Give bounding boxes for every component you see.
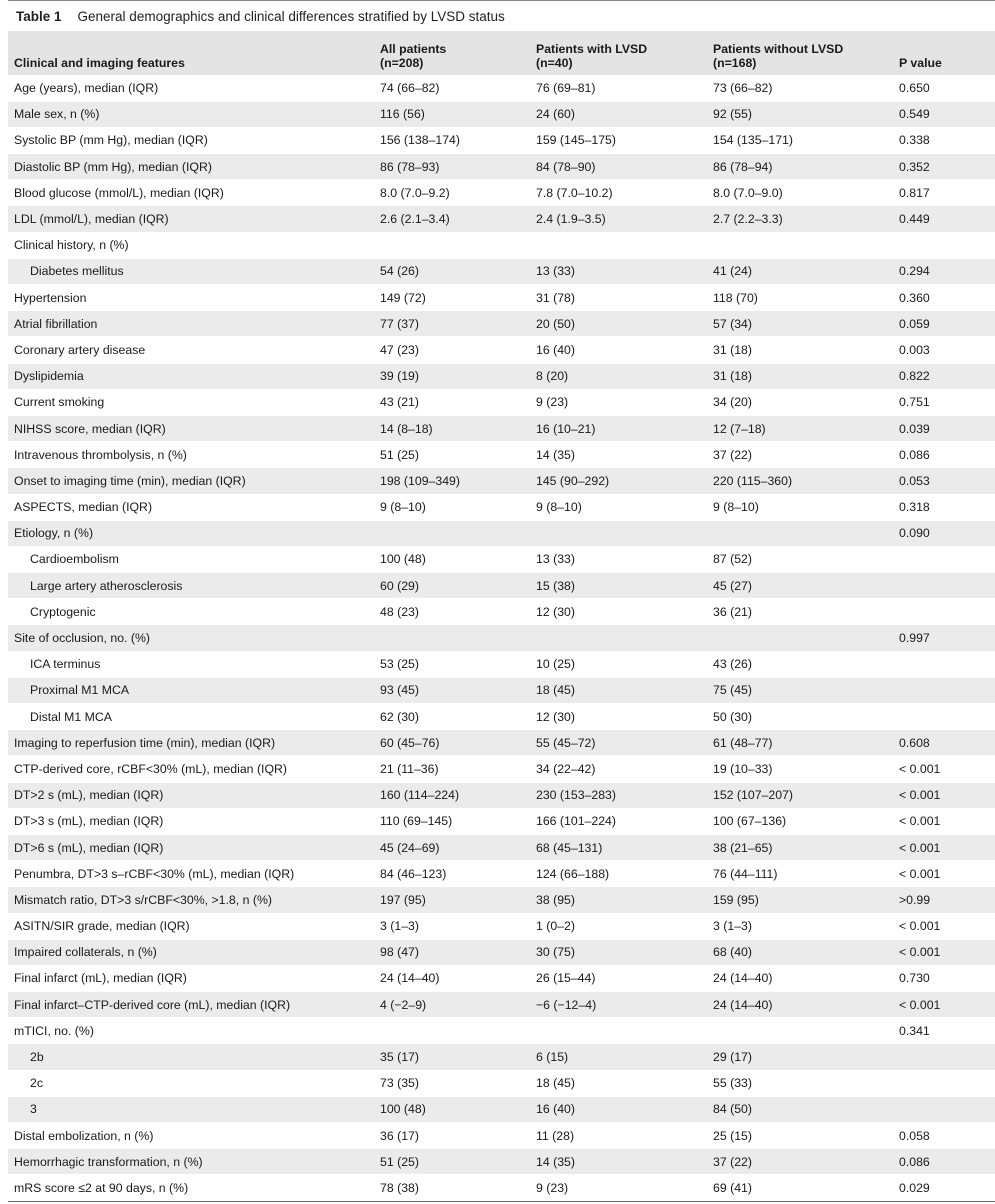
table-cell: 18 (45) <box>530 677 707 703</box>
table-cell <box>374 520 530 546</box>
row-label: Distal embolization, n (%) <box>8 1123 374 1149</box>
table-cell: 0.090 <box>893 520 995 546</box>
table-row <box>8 913 995 939</box>
table-body <box>8 75 995 1201</box>
row-label: Hemorrhagic transformation, n (%) <box>8 1149 374 1175</box>
table-cell: 34 (20) <box>707 389 893 415</box>
table-cell: 24 (14–40) <box>374 965 530 991</box>
table-cell: 73 (35) <box>374 1070 530 1096</box>
table-cell: 0.341 <box>893 1018 995 1044</box>
table-cell: 9 (23) <box>530 1175 707 1201</box>
row-label: Cryptogenic <box>8 599 374 625</box>
table-cell <box>707 520 893 546</box>
table-cell: 110 (69–145) <box>374 808 530 834</box>
table-cell: 84 (50) <box>707 1096 893 1122</box>
table-cell <box>893 1044 995 1070</box>
table-cell: 19 (10–33) <box>707 756 893 782</box>
table-cell: 220 (115–360) <box>707 468 893 494</box>
row-label: Coronary artery disease <box>8 337 374 363</box>
table-cell: 166 (101–224) <box>530 808 707 834</box>
row-label: mTICI, no. (%) <box>8 1018 374 1044</box>
table-cell: 24 (14–40) <box>707 992 893 1018</box>
table-cell: 39 (19) <box>374 363 530 389</box>
table-cell: 31 (18) <box>707 337 893 363</box>
table-cell: 61 (48–77) <box>707 730 893 756</box>
table-cell: 0.294 <box>893 258 995 284</box>
table-cell: 16 (40) <box>530 337 707 363</box>
table-cell: 92 (55) <box>707 101 893 127</box>
table-row <box>8 599 995 625</box>
row-label: Penumbra, DT>3 s–rCBF<30% (mL), median (IQR) <box>8 861 374 887</box>
row-label: Onset to imaging time (min), median (IQR) <box>8 468 374 494</box>
row-label: Imaging to reperfusion time (min), median (IQR) <box>8 730 374 756</box>
table-row <box>8 101 995 127</box>
column-header-line: (n=40) <box>536 56 573 70</box>
table-cell: 34 (22–42) <box>530 756 707 782</box>
table-cell: 48 (23) <box>374 599 530 625</box>
row-label: Etiology, n (%) <box>8 520 374 546</box>
table-row <box>8 834 995 860</box>
table-row <box>8 311 995 337</box>
row-label: Current smoking <box>8 389 374 415</box>
table-cell: 18 (45) <box>530 1070 707 1096</box>
table-cell <box>530 232 707 258</box>
table-cell: 68 (40) <box>707 939 893 965</box>
table-cell: 84 (78–90) <box>530 154 707 180</box>
table-row <box>8 625 995 651</box>
table-row <box>8 258 995 284</box>
row-label: CTP-derived core, rCBF<30% (mL), median (IQR) <box>8 756 374 782</box>
row-label: 2b <box>8 1044 374 1070</box>
table-cell: 45 (24–69) <box>374 834 530 860</box>
table-cell <box>893 232 995 258</box>
table-cell: 0.039 <box>893 415 995 441</box>
column-header <box>374 31 530 75</box>
table-cell: 14 (35) <box>530 1149 707 1175</box>
table-cell: 152 (107–207) <box>707 782 893 808</box>
table-row <box>8 573 995 599</box>
table-cell: 16 (40) <box>530 1096 707 1122</box>
column-header-line: All patients <box>380 42 447 56</box>
table-cell: 77 (37) <box>374 311 530 337</box>
table-row <box>8 520 995 546</box>
table-row <box>8 389 995 415</box>
table-cell <box>707 625 893 651</box>
table-cell: 12 (30) <box>530 704 707 730</box>
table-cell: 54 (26) <box>374 258 530 284</box>
table-cell: < 0.001 <box>893 992 995 1018</box>
table-cell: 0.338 <box>893 127 995 153</box>
table-cell <box>893 651 995 677</box>
table-cell: 197 (95) <box>374 887 530 913</box>
table-cell: 36 (21) <box>707 599 893 625</box>
row-label: 2c <box>8 1070 374 1096</box>
table-cell: 9 (8–10) <box>374 494 530 520</box>
table-cell: 68 (45–131) <box>530 834 707 860</box>
table-row <box>8 415 995 441</box>
table-cell: 29 (17) <box>707 1044 893 1070</box>
table-cell: 159 (95) <box>707 887 893 913</box>
table-cell <box>893 573 995 599</box>
table-cell: 93 (45) <box>374 677 530 703</box>
row-label: Age (years), median (IQR) <box>8 75 374 101</box>
table-row <box>8 1070 995 1096</box>
table-cell: 149 (72) <box>374 285 530 311</box>
row-label: NIHSS score, median (IQR) <box>8 415 374 441</box>
row-label: mRS score ≤2 at 90 days, n (%) <box>8 1175 374 1201</box>
table-cell: 4 (−2–9) <box>374 992 530 1018</box>
table-cell: < 0.001 <box>893 861 995 887</box>
table-cell <box>374 625 530 651</box>
table-cell: 43 (26) <box>707 651 893 677</box>
table-cell: 47 (23) <box>374 337 530 363</box>
table-cell: 57 (34) <box>707 311 893 337</box>
row-label: ICA terminus <box>8 651 374 677</box>
table-cell: 12 (7–18) <box>707 415 893 441</box>
table-cell: 24 (60) <box>530 101 707 127</box>
table-row <box>8 180 995 206</box>
table-cell: 0.449 <box>893 206 995 232</box>
table-row <box>8 677 995 703</box>
row-label: Diastolic BP (mm Hg), median (IQR) <box>8 154 374 180</box>
table-cell: 0.086 <box>893 1149 995 1175</box>
table-cell: 2.6 (2.1–3.4) <box>374 206 530 232</box>
table-row <box>8 546 995 572</box>
table-cell: 116 (56) <box>374 101 530 127</box>
table-cell: 20 (50) <box>530 311 707 337</box>
table-row <box>8 704 995 730</box>
table-cell: 55 (45–72) <box>530 730 707 756</box>
table-cell: 31 (78) <box>530 285 707 311</box>
row-label: Systolic BP (mm Hg), median (IQR) <box>8 127 374 153</box>
column-header-line: Clinical and imaging features <box>14 56 185 70</box>
table-row <box>8 468 995 494</box>
table-cell: 51 (25) <box>374 1149 530 1175</box>
column-header-line: (n=168) <box>713 56 757 70</box>
table-row <box>8 154 995 180</box>
table-cell: 156 (138–174) <box>374 127 530 153</box>
table-cell: 0.997 <box>893 625 995 651</box>
table-cell: 73 (66–82) <box>707 75 893 101</box>
table-cell <box>707 1018 893 1044</box>
table-cell: 118 (70) <box>707 285 893 311</box>
table-cell: 21 (11–36) <box>374 756 530 782</box>
table-cell: 0.086 <box>893 442 995 468</box>
table-cell: 74 (66–82) <box>374 75 530 101</box>
table-cell: 2.4 (1.9–3.5) <box>530 206 707 232</box>
table-cell: 0.817 <box>893 180 995 206</box>
table-cell: 30 (75) <box>530 939 707 965</box>
table-row <box>8 337 995 363</box>
table-cell: 0.058 <box>893 1123 995 1149</box>
row-label: ASPECTS, median (IQR) <box>8 494 374 520</box>
table-row <box>8 206 995 232</box>
table-cell: < 0.001 <box>893 756 995 782</box>
table-row <box>8 442 995 468</box>
table-row <box>8 965 995 991</box>
table-cell: 8.0 (7.0–9.0) <box>707 180 893 206</box>
table-row <box>8 494 995 520</box>
table-header-row <box>8 31 995 75</box>
table-row <box>8 756 995 782</box>
table-row <box>8 861 995 887</box>
table-cell: 84 (46–123) <box>374 861 530 887</box>
table-cell: 24 (14–40) <box>707 965 893 991</box>
table-cell <box>893 704 995 730</box>
table-cell: 76 (44–111) <box>707 861 893 887</box>
table-row <box>8 1096 995 1122</box>
table-cell: 10 (25) <box>530 651 707 677</box>
table-cell <box>530 520 707 546</box>
table-cell: 3 (1–3) <box>707 913 893 939</box>
table-cell: 0.318 <box>893 494 995 520</box>
row-label: Cardioembolism <box>8 546 374 572</box>
table-row <box>8 1044 995 1070</box>
row-label: Distal M1 MCA <box>8 704 374 730</box>
column-header <box>530 31 707 75</box>
table-cell: 16 (10–21) <box>530 415 707 441</box>
table-cell: 0.053 <box>893 468 995 494</box>
table-row <box>8 232 995 258</box>
table-cell: 50 (30) <box>707 704 893 730</box>
table-cell <box>893 546 995 572</box>
table-cell: 154 (135–171) <box>707 127 893 153</box>
table-cell: 25 (15) <box>707 1123 893 1149</box>
table-cell: 13 (33) <box>530 258 707 284</box>
table-cell: 0.352 <box>893 154 995 180</box>
table-row <box>8 1018 995 1044</box>
table-cell: 1 (0–2) <box>530 913 707 939</box>
table-cell: 87 (52) <box>707 546 893 572</box>
table-cell: 76 (69–81) <box>530 75 707 101</box>
table-cell: 36 (17) <box>374 1123 530 1149</box>
table-cell: 124 (66–188) <box>530 861 707 887</box>
row-label: Clinical history, n (%) <box>8 232 374 258</box>
table-cell: 3 (1–3) <box>374 913 530 939</box>
row-label: Impaired collaterals, n (%) <box>8 939 374 965</box>
table-cell: 100 (48) <box>374 1096 530 1122</box>
table-cell: 51 (25) <box>374 442 530 468</box>
table-cell: 145 (90–292) <box>530 468 707 494</box>
table-cell: 0.360 <box>893 285 995 311</box>
row-label: Proximal M1 MCA <box>8 677 374 703</box>
table-cell <box>374 1018 530 1044</box>
row-label: Final infarct–CTP-derived core (mL), median (IQR) <box>8 992 374 1018</box>
table-row <box>8 363 995 389</box>
table-cell: 86 (78–93) <box>374 154 530 180</box>
table-cell: 0.730 <box>893 965 995 991</box>
row-label: Intravenous thrombolysis, n (%) <box>8 442 374 468</box>
table-cell: 26 (15–44) <box>530 965 707 991</box>
table-row <box>8 1149 995 1175</box>
table-cell: 14 (35) <box>530 442 707 468</box>
table-cell: 159 (145–175) <box>530 127 707 153</box>
table-cell <box>530 1018 707 1044</box>
table-cell: 0.608 <box>893 730 995 756</box>
row-label: Blood glucose (mmol/L), median (IQR) <box>8 180 374 206</box>
column-header-line: Patients with LVSD <box>536 42 648 56</box>
table-cell: 45 (27) <box>707 573 893 599</box>
table-cell: < 0.001 <box>893 782 995 808</box>
table-row <box>8 887 995 913</box>
table-cell: < 0.001 <box>893 834 995 860</box>
table-cell <box>893 1096 995 1122</box>
table-row <box>8 730 995 756</box>
row-label: Male sex, n (%) <box>8 101 374 127</box>
table-cell: >0.99 <box>893 887 995 913</box>
table-cell: 60 (29) <box>374 573 530 599</box>
table-cell: 53 (25) <box>374 651 530 677</box>
table-cell: 55 (33) <box>707 1070 893 1096</box>
table-cell: 98 (47) <box>374 939 530 965</box>
table-row <box>8 127 995 153</box>
table-row <box>8 285 995 311</box>
table-row <box>8 808 995 834</box>
row-label: 3 <box>8 1096 374 1122</box>
table-cell: 100 (48) <box>374 546 530 572</box>
table-cell: 9 (8–10) <box>530 494 707 520</box>
table-cell: 9 (23) <box>530 389 707 415</box>
table-cell: 37 (22) <box>707 1149 893 1175</box>
table-cell: 8 (20) <box>530 363 707 389</box>
table-caption <box>8 0 995 31</box>
table-cell: 230 (153–283) <box>530 782 707 808</box>
table-cell: < 0.001 <box>893 939 995 965</box>
table-cell <box>893 1070 995 1096</box>
table-cell <box>707 232 893 258</box>
table-cell: 12 (30) <box>530 599 707 625</box>
table-cell: 9 (8–10) <box>707 494 893 520</box>
column-header-line: P value <box>899 56 942 70</box>
row-label: Site of occlusion, no. (%) <box>8 625 374 651</box>
row-label: LDL (mmol/L), median (IQR) <box>8 206 374 232</box>
table-cell: 38 (95) <box>530 887 707 913</box>
table-cell: 6 (15) <box>530 1044 707 1070</box>
table-cell: < 0.001 <box>893 913 995 939</box>
row-label: Final infarct (mL), median (IQR) <box>8 965 374 991</box>
row-label: Mismatch ratio, DT>3 s/rCBF<30%, >1.8, n (%) <box>8 887 374 913</box>
row-label: Diabetes mellitus <box>8 258 374 284</box>
column-header-line: (n=208) <box>380 56 424 70</box>
table-label: Table 1 <box>16 8 62 24</box>
table-cell: 198 (109–349) <box>374 468 530 494</box>
column-header-line: Patients without LVSD <box>713 42 844 56</box>
table-cell: 100 (67–136) <box>707 808 893 834</box>
table-cell: < 0.001 <box>893 808 995 834</box>
row-label: DT>3 s (mL), median (IQR) <box>8 808 374 834</box>
row-label: ASITN/SIR grade, median (IQR) <box>8 913 374 939</box>
column-header <box>707 31 893 75</box>
table-row <box>8 782 995 808</box>
table-cell: 0.751 <box>893 389 995 415</box>
table-cell: 11 (28) <box>530 1123 707 1149</box>
table-cell: 0.029 <box>893 1175 995 1201</box>
table-cell: 35 (17) <box>374 1044 530 1070</box>
table-row <box>8 651 995 677</box>
table-cell: 0.822 <box>893 363 995 389</box>
table-row <box>8 75 995 101</box>
table-cell: 0.549 <box>893 101 995 127</box>
table-cell: 69 (41) <box>707 1175 893 1201</box>
table-cell: 43 (21) <box>374 389 530 415</box>
table-cell: 13 (33) <box>530 546 707 572</box>
table-cell <box>893 599 995 625</box>
row-label: Dyslipidemia <box>8 363 374 389</box>
table-cell: 160 (114–224) <box>374 782 530 808</box>
table-cell: 38 (21–65) <box>707 834 893 860</box>
row-label: Atrial fibrillation <box>8 311 374 337</box>
table-cell: −6 (−12–4) <box>530 992 707 1018</box>
demographics-table <box>8 31 995 1202</box>
row-label: Hypertension <box>8 285 374 311</box>
table-cell: 86 (78–94) <box>707 154 893 180</box>
table-row <box>8 1175 995 1201</box>
row-label: DT>2 s (mL), median (IQR) <box>8 782 374 808</box>
table-row <box>8 1123 995 1149</box>
table-cell: 37 (22) <box>707 442 893 468</box>
table-cell: 41 (24) <box>707 258 893 284</box>
table-cell: 78 (38) <box>374 1175 530 1201</box>
table-cell: 2.7 (2.2–3.3) <box>707 206 893 232</box>
table-cell: 0.003 <box>893 337 995 363</box>
table-cell: 0.650 <box>893 75 995 101</box>
table-cell <box>374 232 530 258</box>
table-cell: 0.059 <box>893 311 995 337</box>
row-label: DT>6 s (mL), median (IQR) <box>8 834 374 860</box>
table-cell: 15 (38) <box>530 573 707 599</box>
table-cell: 31 (18) <box>707 363 893 389</box>
table-cell: 8.0 (7.0–9.2) <box>374 180 530 206</box>
table-row <box>8 939 995 965</box>
table-cell: 14 (8–18) <box>374 415 530 441</box>
table-row <box>8 992 995 1018</box>
table-cell <box>893 677 995 703</box>
table-title: General demographics and clinical differences stratified by LVSD status <box>77 8 505 24</box>
table-cell <box>530 625 707 651</box>
table-cell: 62 (30) <box>374 704 530 730</box>
column-header <box>893 31 995 75</box>
row-label: Large artery atherosclerosis <box>8 573 374 599</box>
column-header <box>8 31 374 75</box>
table-cell: 60 (45–76) <box>374 730 530 756</box>
table-cell: 75 (45) <box>707 677 893 703</box>
table-cell: 7.8 (7.0–10.2) <box>530 180 707 206</box>
